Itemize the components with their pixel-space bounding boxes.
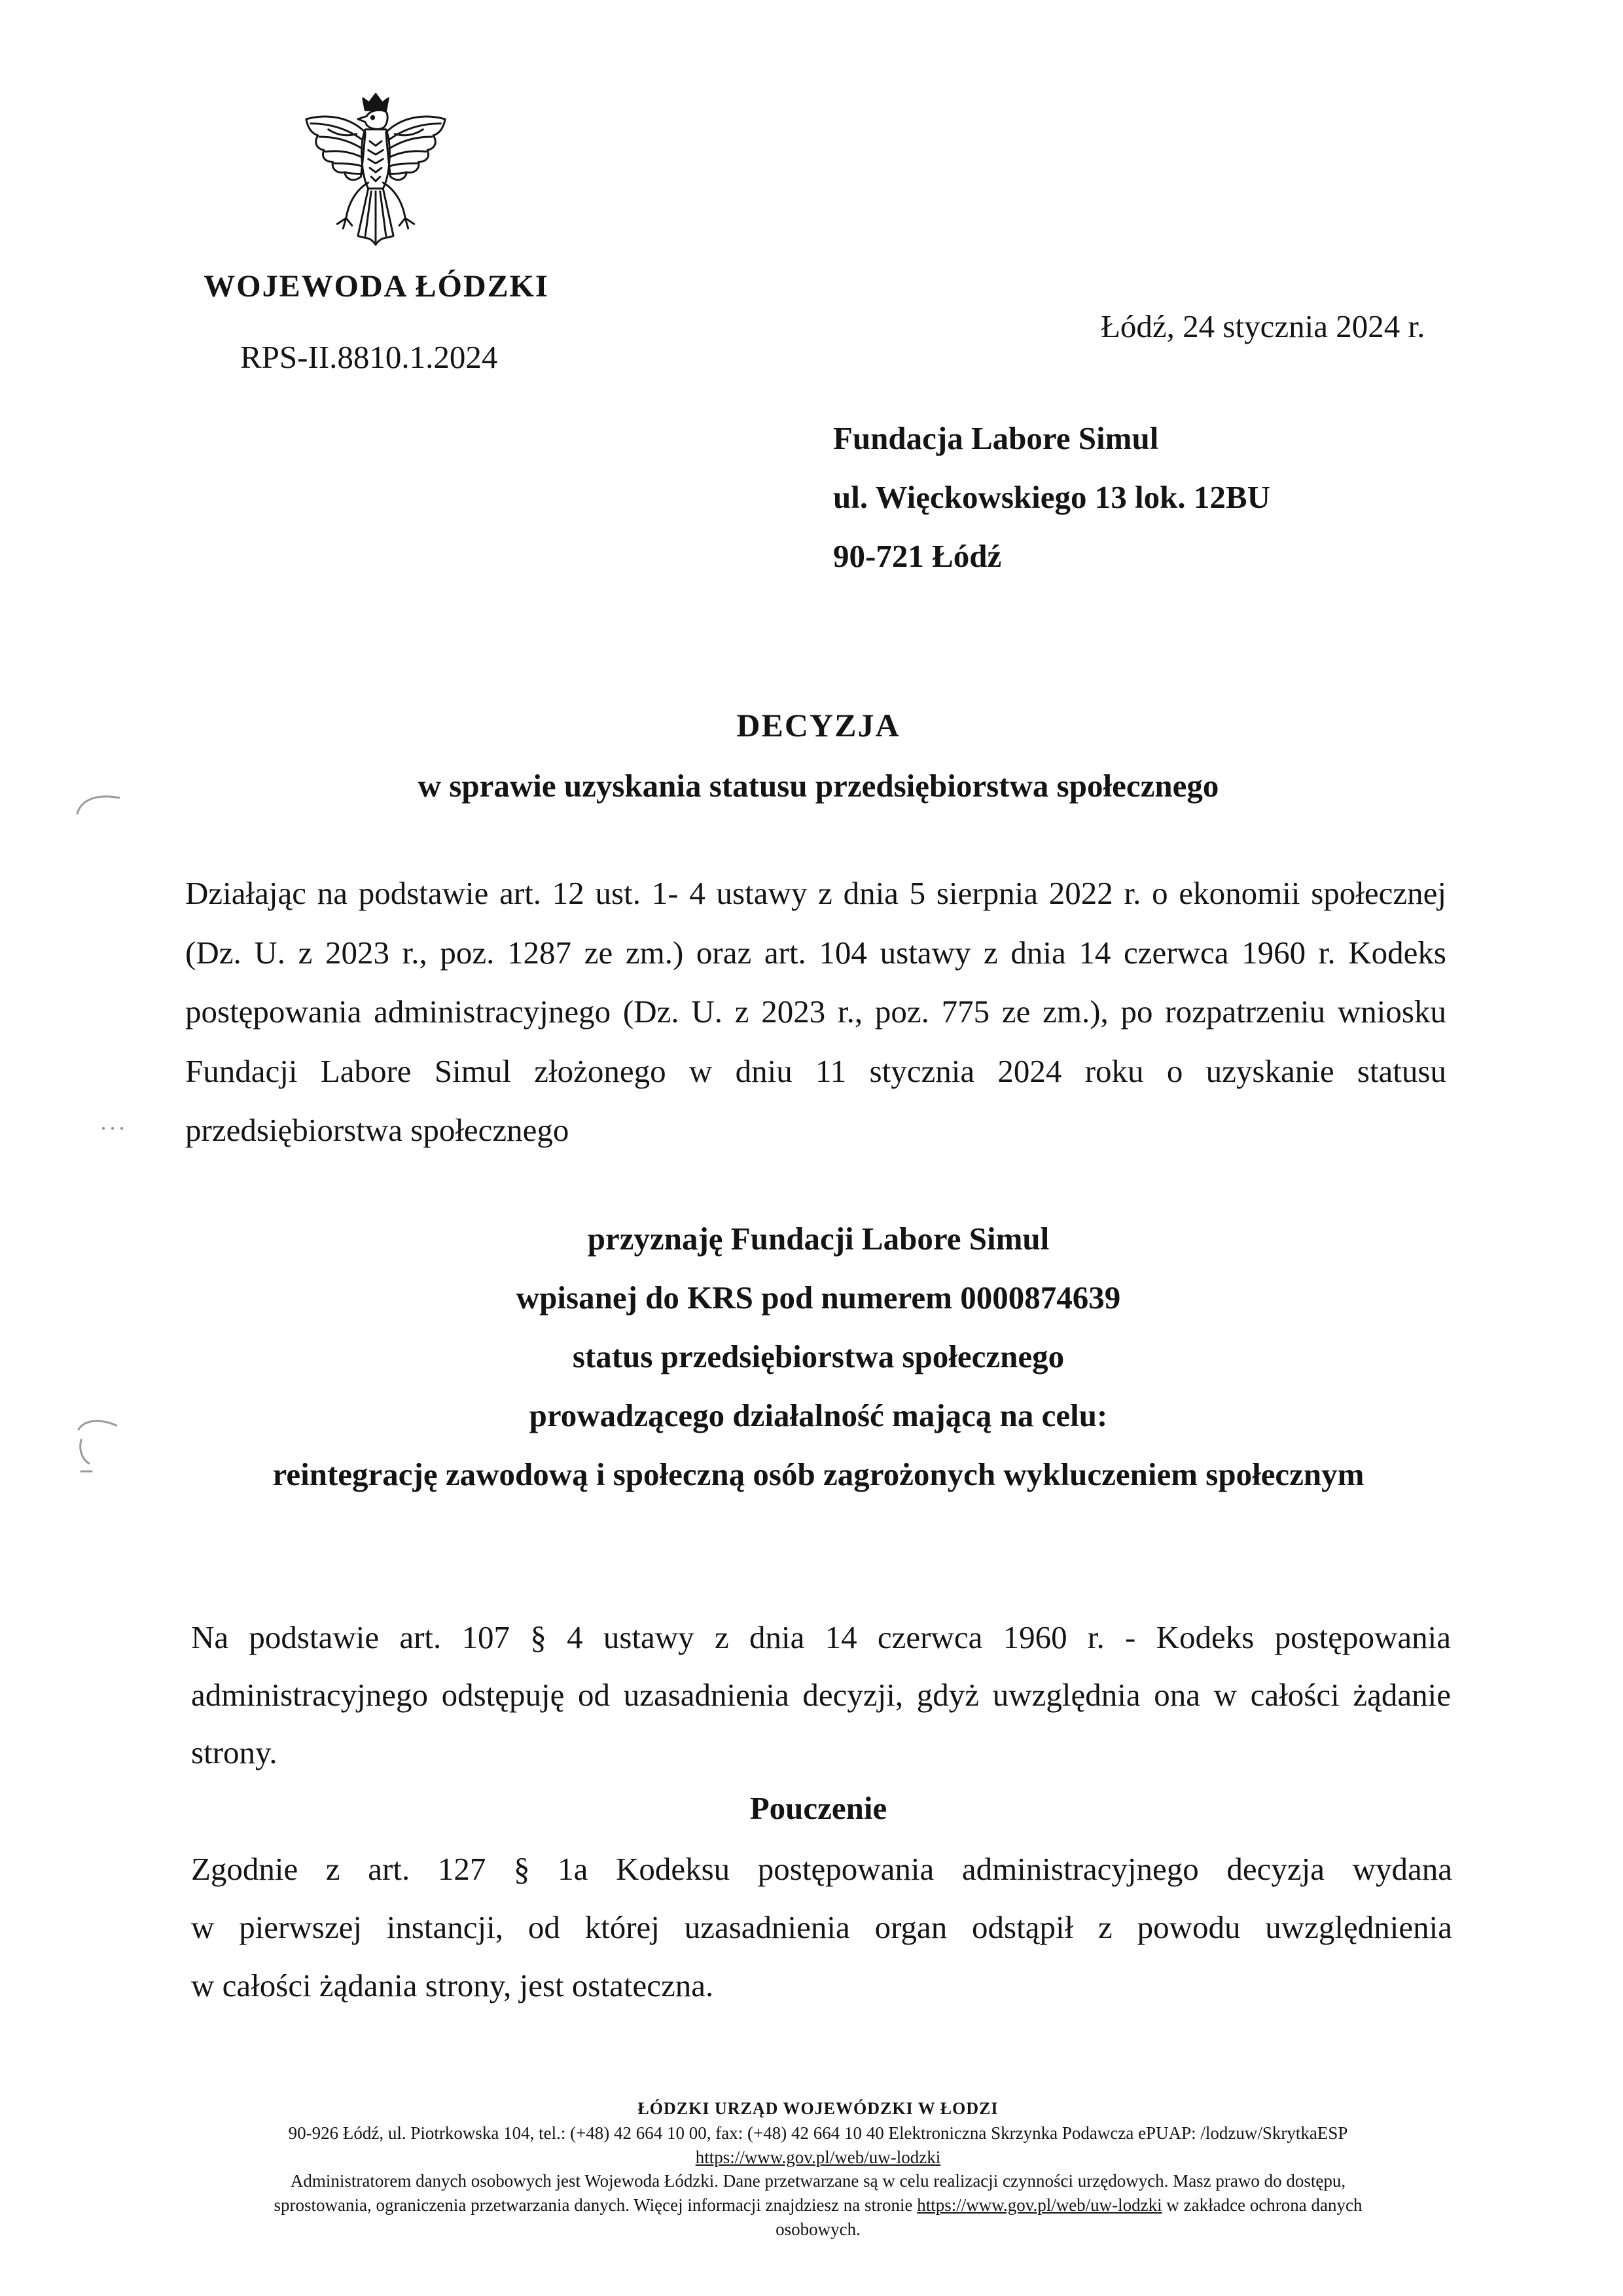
paragraph-line: postępowania administracyjnego (Dz. U. z 2023 r., poz. 775 ze zm.), po rozpatrzeniu wniosku [185,994,1446,1030]
punch-hole-mark [72,789,124,818]
recipient-address-block [833,409,1270,586]
footer-privacy-line: Administratorem danych osobowych jest Wojewoda Łódzki. Dane przetwarzane są w celu realizacji czynności urzędowych. Masz prawo do dostępu, [290,2171,1346,2191]
paragraph-line: (Dz. U. z 2023 r., poz. 1287 ze zm.) oraz art. 104 ustawy z dnia 14 czerwca 1960 r. Kodeks [185,934,1446,971]
ruling-line: prowadzącego działalność mającą na celu: [529,1397,1108,1433]
footer-privacy-link: https://www.gov.pl/web/uw-lodzki [917,2195,1162,2215]
paragraph-line: Fundacji Labore Simul złożonego w dniu 11 stycznia 2024 roku o uzyskanie statusu [185,1052,1446,1089]
legal-basis-paragraph [185,864,1446,1160]
paragraph-line: Na podstawie art. 107 § 4 ustawy z dnia 14 czerwca 1960 r. - Kodeks postępowania [191,1619,1451,1655]
scan-dots [98,1123,131,1134]
footer-contact-line: 90-926 Łódź, ul. Piotrkowska 104, tel.: (+48) 42 664 10 00, fax: (+48) 42 664 10 40 Elektroniczna Skrzynka Podawcza ePUAP: /lodzuw/SkrytkaESP [288,2123,1348,2143]
paragraph-line: Działając na podstawie art. 12 ust. 1- 4 ustawy z dnia 5 sierpnia 2022 r. o ekonomii społecznej [185,875,1446,911]
paragraph-line: przedsiębiorstwa społecznego [185,1112,569,1148]
white-eagle-emblem [302,91,450,262]
ruling-line: wpisanej do KRS pod numerem 0000874639 [516,1280,1121,1316]
paragraph-line: w pierwszej instancji, od której uzasadnienia organ odstąpił z powodu uwzględnienia [191,1909,1452,1945]
ruling-line: reintegrację zawodową i społeczną osób zagrożonych wykluczeniem społecznym [272,1456,1364,1492]
recipient-name: Fundacja Labore Simul [833,420,1159,456]
footer-office-name: ŁÓDZKI URZĄD WOJEWÓDZKI W ŁODZI [637,2099,999,2118]
page-footer [13,2097,1623,2242]
decision-title: DECYZJA [736,707,901,744]
document-date: Łódź, 24 stycznia 2024 r. [1101,308,1425,344]
footer-privacy-line [13,2193,1623,2217]
punch-hole-mark [72,1414,124,1476]
instruction-paragraph [191,1840,1452,2015]
ruling-line: status przedsiębiorstwa społecznego [572,1338,1065,1374]
case-reference-number: RPS-II.8810.1.2024 [240,339,498,375]
justification-paragraph [191,1609,1451,1782]
paragraph-line: strony. [191,1734,277,1770]
paragraph-line: Zgodnie z art. 127 § 1a Kodeksu postępowania administracyjnego decyzja wydana [191,1851,1452,1887]
issuing-authority: WOJEWODA ŁÓDZKI [204,269,549,304]
paragraph-line: administracyjnego odstępuję od uzasadnienia decyzji, gdyż uwzględnia ona w całości żądanie [191,1677,1451,1713]
recipient-street: ul. Więckowskiego 13 lok. 12BU [833,479,1270,515]
instruction-heading: Pouczenie [749,1790,887,1826]
footer-website-link: https://www.gov.pl/web/uw-lodzki [695,2147,941,2167]
ruling-line: przyznaję Fundacji Labore Simul [587,1221,1050,1257]
ruling-block [185,1210,1452,1504]
footer-privacy-text: w zakładce ochrona danych [1162,2195,1363,2215]
recipient-city: 90-721 Łódź [833,538,1002,574]
footer-privacy-text: sprostowania, ograniczenia przetwarzania danych. Więcej informacji znajdziesz na stronie [274,2195,918,2215]
decision-subject: w sprawie uzyskania statusu przedsiębiorstwa społecznego [418,768,1219,804]
paragraph-line: w całości żądania strony, jest ostateczna. [191,1967,714,2003]
footer-privacy-line: osobowych. [776,2219,861,2239]
